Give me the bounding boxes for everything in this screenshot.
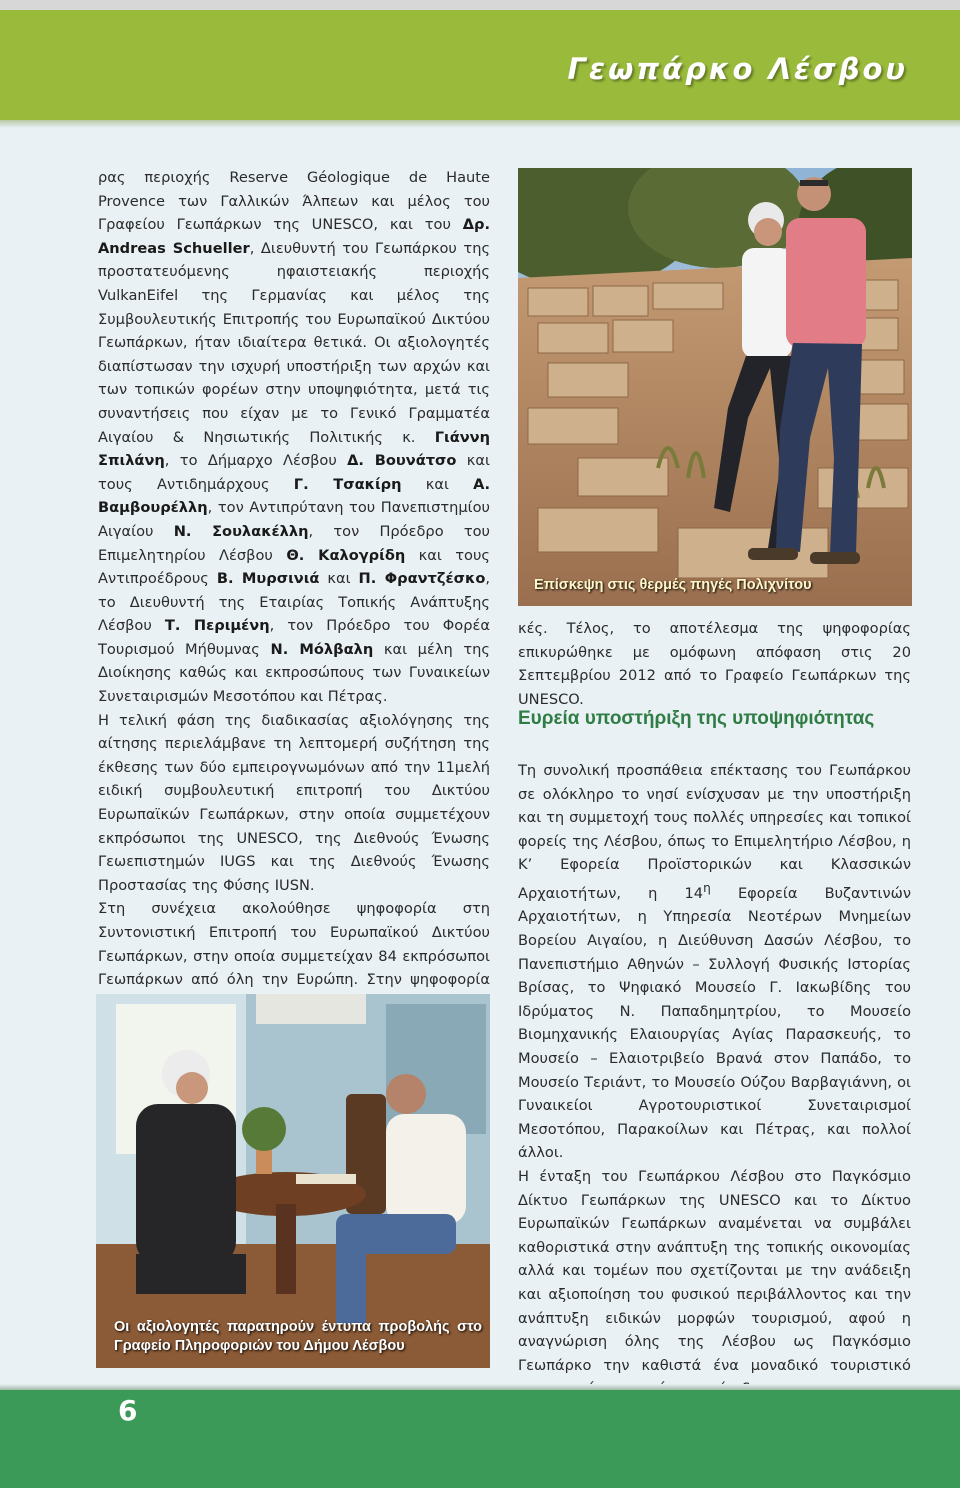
section-heading: Ευρεία υποστήριξη της υποψηφιότητας (518, 708, 875, 729)
text-segment: , τον Πρόεδρο του Φορέα Τουρισμού Μήθυμνας (98, 617, 490, 658)
text-segment: και τους Αντιδημάρχους (98, 452, 490, 493)
footer-band (0, 1390, 960, 1488)
right-column (518, 759, 911, 1401)
page-number: 6 (118, 1394, 138, 1427)
bold-name: Π. Φραντζέσκο (358, 570, 486, 588)
text-segment: , τον Πρόεδρο του Επιμελητηρίου Λέσβου (98, 522, 490, 564)
bold-name: Δ. Βουνάτσο (347, 452, 457, 470)
bold-name: Τ. Περιμένη (164, 617, 270, 635)
bold-name: Δρ. Andreas Schueller (98, 216, 490, 257)
header-shadow (0, 120, 960, 128)
bold-name: Α. Βαμβουρέλλη (98, 475, 490, 517)
text-segment: και τους Αντιπροέδρους (98, 546, 490, 588)
photo-caption-evaluators: Οι αξιολογητές παρατηρούν έντυπα προβολής στο Γραφείο Πληροφοριών του Δήμου Λέσβου (114, 1319, 482, 1354)
right-paragraph-2 (518, 759, 911, 1165)
evaluators-photo-image (96, 994, 490, 1368)
text-segment: ρας περιοχής Reserve Géologique de Haute Provence των Γαλλικών Άλπεων και μέλος του Γραφείου Γεωπάρκων της UNESCO, και του (98, 169, 490, 234)
right-paragraph-2-part-b: Εφορεία Βυζαντινών Αρχαιοτήτων, η Υπηρεσία Νεοτέρων Μνημείων Βορείου Αιγαίου, η Διεύθυνση Δασών Λέσβου, το Πανεπιστήμιο Αθηνών – Συλλογή Φυσικής Ιστορίας Βρίσας, το Ψηφιακό Μουσείο Γ. Ιακωβίδης του Ιδρύματος Ν. Παπαδημητρίου, το Μουσείο Βιομηχανικής Ελαιουργίας Αγίας Παρασκευής, το Μουσείο – Ελαιοτριβείο Βρανά στον Παπάδο, το Μουσείο Τεριάντ, το Μουσείο Ούζου Βαρβαγιάννη, οι Γυναικείοι Αγροτουριστικοί Συνεταιρισμοί Μεσοτόπου, Παρακοίλων και Πέτρας, και πολλοί άλλοι. (518, 884, 911, 1162)
text-segment: , το Διευθυντή της Εταιρίας Τοπικής Ανάπτυξης Λέσβου (98, 570, 490, 635)
hot-springs-photo-image (518, 168, 912, 606)
bold-name: Γιάννη Σπιλάνη (98, 428, 490, 470)
left-paragraph-1 (98, 166, 490, 709)
right-paragraph-1: κές. Τέλος, το αποτέλεσμα της ψηφοφορίας επικυρώθηκε με ομόφωνη απόφαση στις 20 Σεπτεμβρίου 2012 από το Γραφείο Γεωπάρκων της UNESCO. (518, 620, 911, 708)
left-paragraph-2: Η τελική φάση της διαδικασίας αξιολόγησης της αίτησης περιελάμβανε τη λεπτομερή συζήτηση της έκθεσης των δύο εμπειρογνωμόνων από την 11μελή ειδική συμβουλευτική επιτροπή του Δικτύου Ευρωπαϊκών Γεωπάρκων, στην οποία συμμετέχουν εκπρόσωποι της UNESCO, της Διεθνούς Ένωσης Γεωεπιστημών IUGS και της Διεθνούς Ένωσης Προστασίας της Φύσης IUSN. (98, 711, 490, 894)
bold-name: Γ. Τσακίρη (293, 475, 402, 493)
top-edge (0, 0, 960, 10)
bold-name: Ν. Μόλβαλη (270, 640, 374, 658)
photo-caption-hot-springs: Επίσκεψη στις θερμές πηγές Πολιχνίτου (534, 577, 812, 593)
bold-name: Θ. Καλογρίδη (286, 546, 406, 564)
page-title: Γεωπάρκο Λέσβου (567, 52, 908, 86)
text-segment: και (401, 475, 474, 493)
text-segment: και (319, 570, 359, 588)
bold-name: Β. Μυρσινιά (216, 570, 320, 588)
right-paragraph-3: Η ένταξη του Γεωπάρκου Λέσβου στο Παγκόσμιο Δίκτυο Γεωπάρκων της UNESCO και το Δίκτυο Ευρωπαϊκών Γεωπάρκων αναμένεται να συμβάλει καθοριστικά στην ανάπτυξη της τοπικής οικονομίας αλλά και τομέων που σχετίζονται με την ανάδειξη και αξιοποίηση του φυσικού περιβάλλοντος και την ανάπτυξη ειδικών μορφών τουρισμού, αφού η αναγνώριση όλης της Λέσβου ως Παγκόσμιο Γεωπάρκο την καθιστά ένα μοναδικό τουριστικό (518, 1167, 911, 1374)
photo-evaluators-office (96, 994, 490, 1368)
text-segment: και μέλη της Διοίκησης καθώς και εκπροσώπους των Γυναικείων Συνεταιρισμών Μεσοτόπου και Πέτρας. (98, 640, 490, 706)
text-segment: , το Δήμαρχο Λέσβου (164, 452, 348, 470)
photo-hot-springs-visit (518, 168, 912, 606)
right-paragraph-2-part-a: Τη συνολική προσπάθεια επέκτασης του Γεωπάρκου σε ολόκληρο το νησί ενίσχυσαν με την υποστήριξη και τη συμμετοχή τους πολλές υπηρεσίες και τοπικοί φορείς της Λέσβου, όπως το Επιμελητήριο Λέσβου, η Κ’ Εφορεία Προϊστορικών και Κλασσικών Αρχαιοτήτων, η 14 (518, 762, 911, 902)
left-paragraph-3: Στη συνέχεια ακολούθησε ψηφοφορία στη Συντονιστική Επιτροπή του Ευρωπαϊκού Δικτύου Γεωπάρκων, στην οποία συμμετείχαν 84 εκπρόσωποι Γεωπάρκων από όλη την Ευρώπη. Στην ψηφοφορία (98, 900, 490, 989)
text-segment: , Διευθυντή του Γεωπάρκου της προστατευόμενης ηφαιστειακής περιοχής VulkanEifel της Γερμανίας και μέλος της Συμβουλευτικής Επιτροπής του Ευρωπαϊκού Δικτύου Γεωπάρκων, ήταν ιδιαίτερα θετικά. Οι αξιολογητές διαπίστωσαν την ισχυρή υποστήριξη των αρχών και των τοπικών φορέων στην υποψηφιότητα, μετά τις συναντήσεις που είχαν με το Γενικό Γραμματέα Αιγαίου & Νησιωτικής Πολιτικής κ. (98, 239, 491, 446)
left-column (98, 166, 490, 1039)
text-segment: , τον Αντιπρύτανη του Πανεπιστημίου Αιγαίου (98, 499, 490, 540)
ordinal-superscript: η (703, 880, 711, 895)
bold-name: Ν. Σουλακέλλη (173, 522, 309, 540)
